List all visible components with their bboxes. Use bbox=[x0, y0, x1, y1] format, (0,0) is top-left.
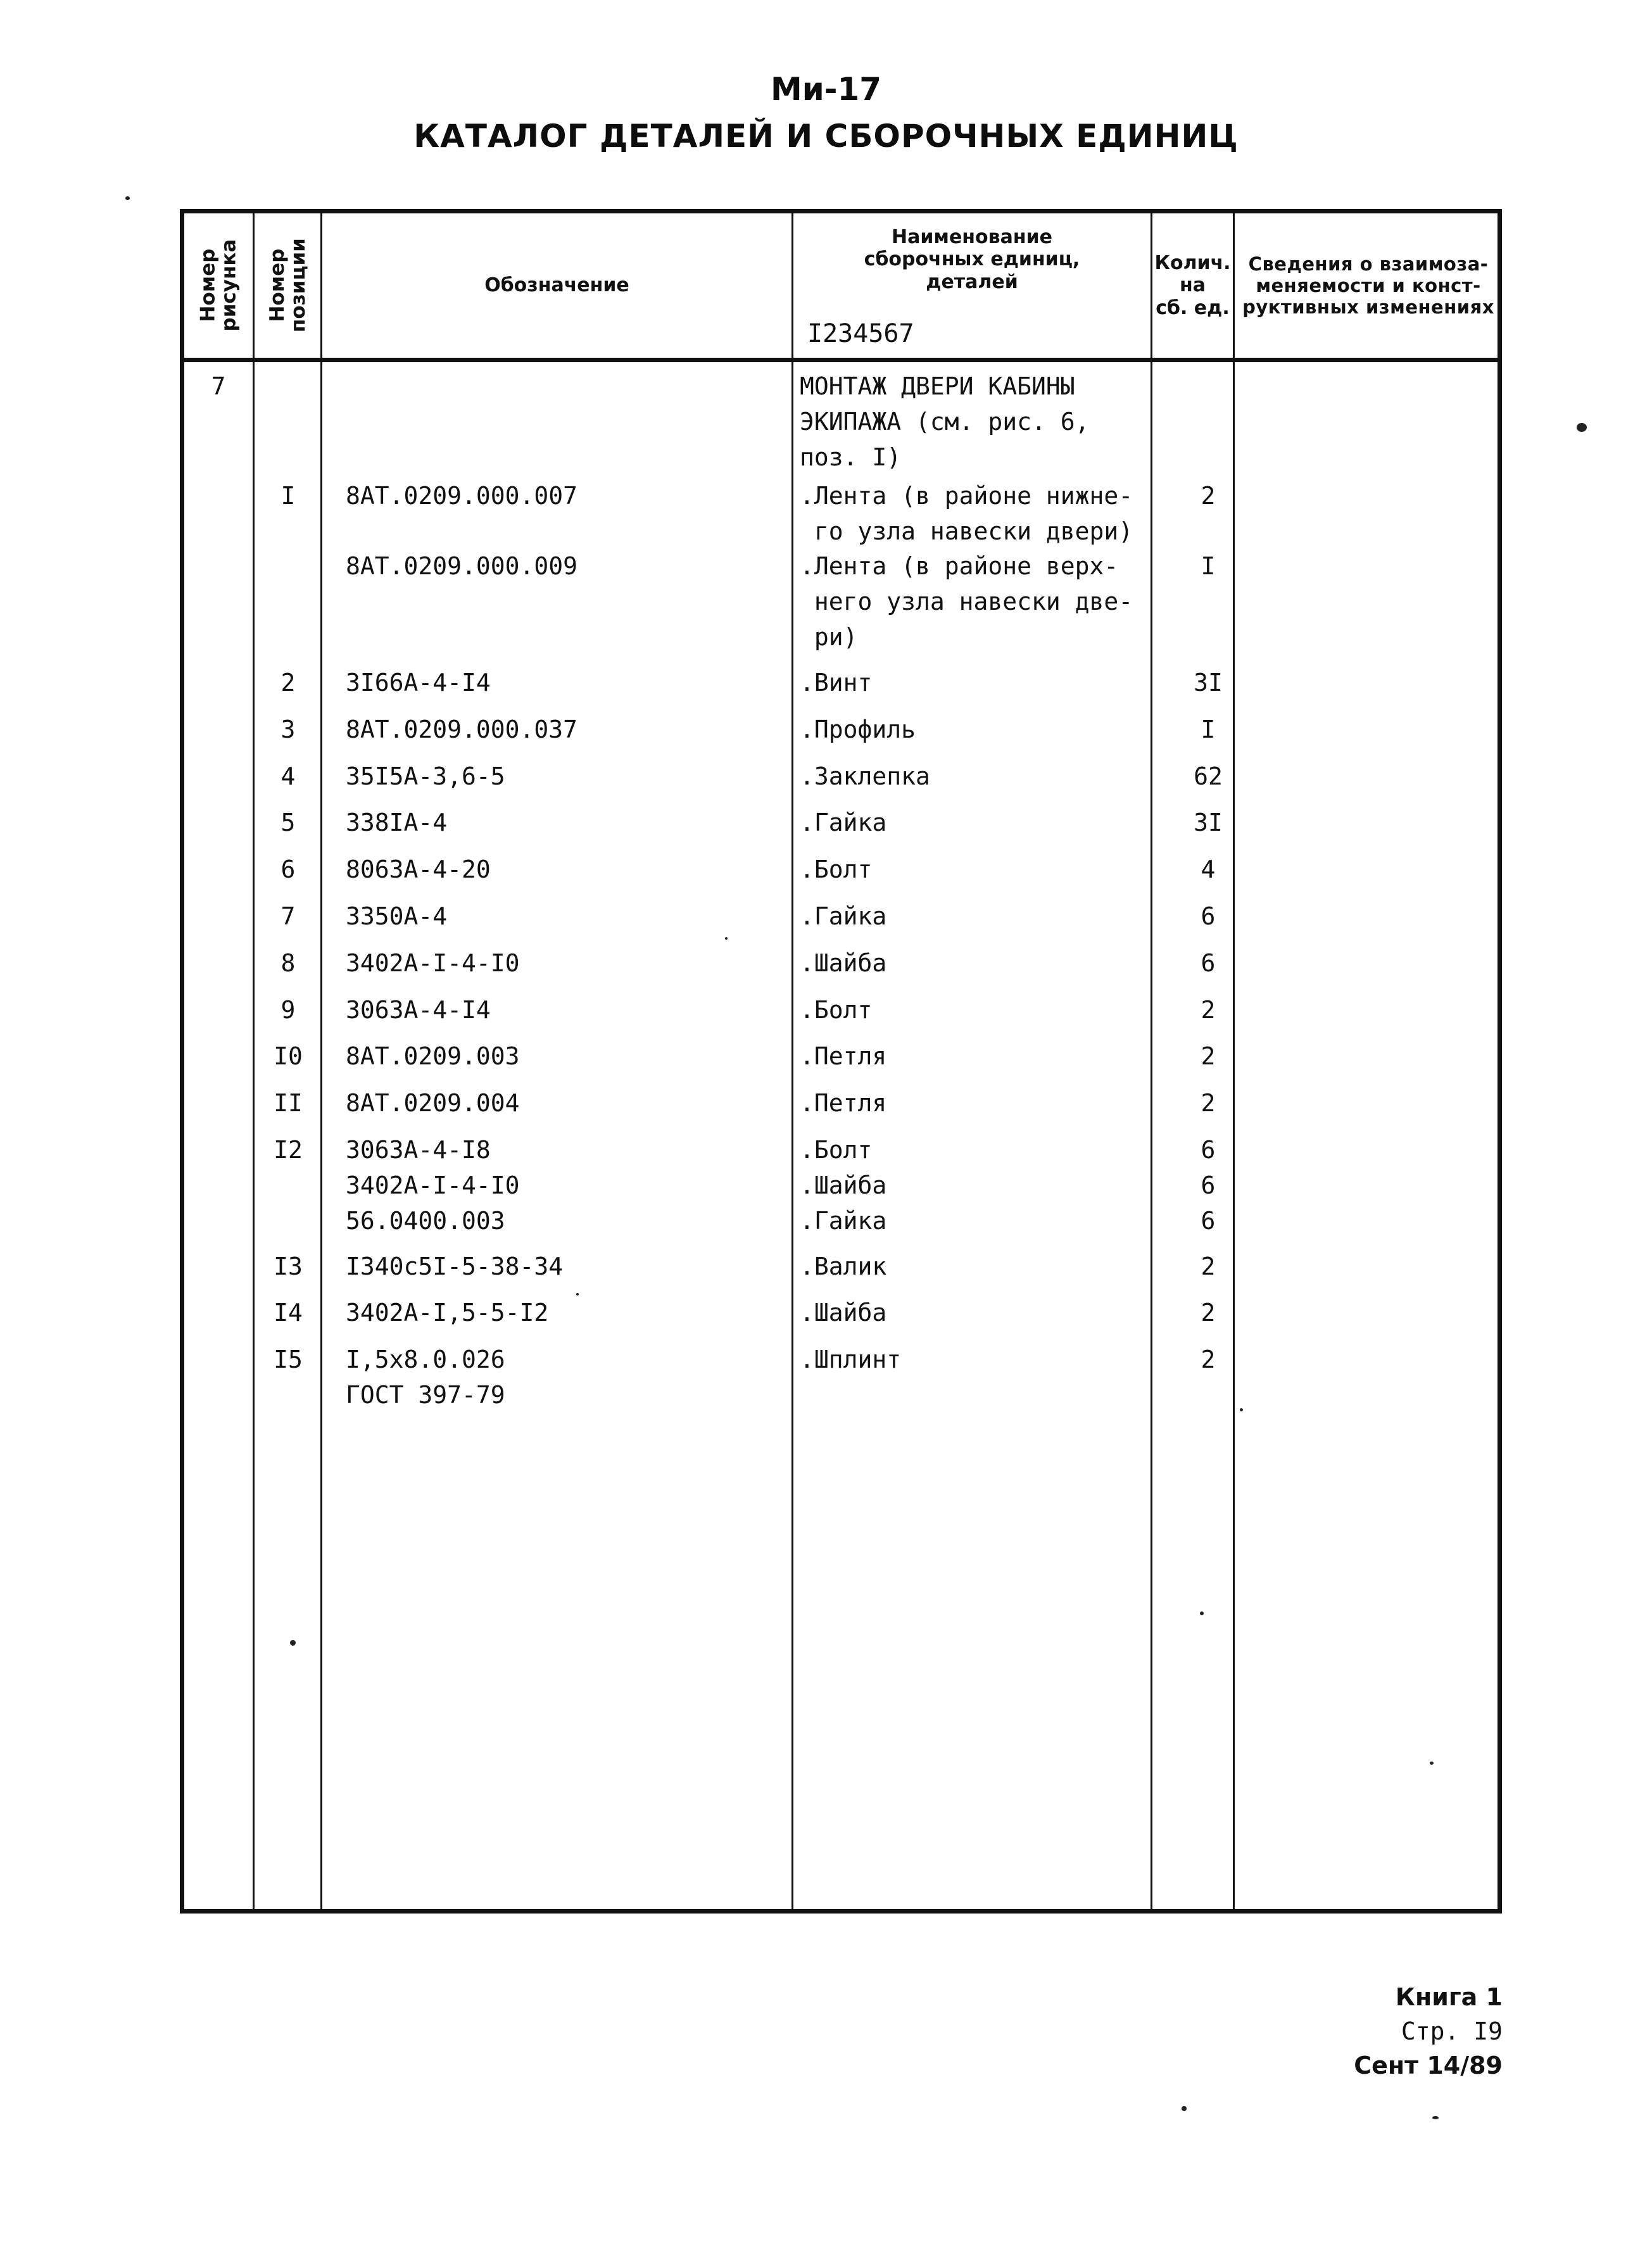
cell-designation: 3I66A-4-I4 bbox=[346, 669, 491, 697]
cell-designation: 3402A-I-4-I0 bbox=[346, 949, 520, 977]
cell-name: .Петля bbox=[800, 1089, 887, 1117]
cell-name: .Лента (в районе нижне- го узла навески двери) bbox=[800, 482, 1133, 545]
scan-speck bbox=[1200, 1611, 1204, 1615]
cell-quantity: 2 bbox=[1201, 1299, 1216, 1327]
cell-quantity: 2 bbox=[1201, 482, 1216, 510]
cell-position: 4 bbox=[281, 762, 296, 790]
footer-book: Книга 1 bbox=[1395, 1983, 1503, 2011]
cell-designation: 8АТ.0209.000.009 bbox=[346, 552, 578, 580]
cell-quantity: 6 bbox=[1201, 949, 1216, 977]
cell-designation: 8АТ.0209.003 bbox=[346, 1042, 520, 1070]
cell-quantity: 2 bbox=[1201, 1089, 1216, 1117]
cell-name: .Шплинт bbox=[800, 1346, 902, 1373]
cell-name: .Валик bbox=[800, 1252, 887, 1280]
cell-position: 3 bbox=[281, 716, 296, 743]
cell-position: 9 bbox=[281, 996, 296, 1024]
cell-figure: 7 bbox=[211, 372, 226, 400]
header-figure-number-label: Номер рисунка bbox=[196, 239, 240, 332]
cell-name: .Болт bbox=[800, 996, 873, 1024]
cell-quantity: 3I bbox=[1194, 669, 1223, 697]
header-name-label: Наименование сборочных единиц, деталей bbox=[864, 226, 1080, 293]
cell-position: I2 bbox=[274, 1136, 303, 1164]
parts-catalog-table bbox=[180, 209, 1502, 1914]
scan-speck bbox=[125, 196, 130, 200]
cell-quantity: 6 bbox=[1201, 902, 1216, 930]
cell-designation: 3063A-4-I4 bbox=[346, 996, 491, 1024]
scan-speck bbox=[1240, 1408, 1243, 1411]
cell-quantity: 2 bbox=[1201, 1042, 1216, 1070]
header-interchange-info bbox=[1235, 213, 1502, 358]
cell-name: .Винт bbox=[800, 669, 873, 697]
cell-position: 6 bbox=[281, 855, 296, 883]
header-designation bbox=[322, 213, 791, 358]
cell-position: I4 bbox=[274, 1299, 303, 1327]
cell-designation: 3402A-I,5-5-I2 bbox=[346, 1299, 549, 1327]
scan-speck bbox=[290, 1640, 296, 1646]
document-subtitle: КАТАЛОГ ДЕТАЛЕЙ И СБОРОЧНЫХ ЕДИНИЦ bbox=[413, 118, 1239, 154]
cell-position: 8 bbox=[281, 949, 296, 977]
cell-position: I5 bbox=[274, 1346, 303, 1373]
scan-speck bbox=[1182, 2106, 1187, 2111]
cell-position: 2 bbox=[281, 669, 296, 697]
cell-name: .Заклепка bbox=[800, 762, 930, 790]
cell-position: I bbox=[281, 482, 296, 510]
header-quantity-label: Колич. на сб. ед. bbox=[1154, 251, 1231, 319]
cell-name: .Лента (в районе верх- него узла навески две- ри) bbox=[800, 552, 1133, 651]
cell-designation: 8063A-4-20 bbox=[346, 855, 491, 883]
cell-designation: 35I5A-3,6-5 bbox=[346, 762, 505, 790]
header-name-code: I234567 bbox=[807, 318, 914, 348]
cell-quantity: 3I bbox=[1194, 809, 1223, 836]
cell-name: .Петля bbox=[800, 1042, 887, 1070]
cell-designation: 8АТ.0209.004 bbox=[346, 1089, 520, 1117]
cell-quantity: I bbox=[1201, 552, 1216, 580]
cell-name: .Гайка bbox=[800, 902, 887, 930]
cell-quantity: 2 bbox=[1201, 1346, 1216, 1373]
cell-quantity: 6 6 6 bbox=[1201, 1136, 1216, 1235]
cell-name: .Шайба bbox=[800, 1299, 887, 1327]
header-position-number bbox=[255, 213, 320, 358]
cell-designation: 3350A-4 bbox=[346, 902, 448, 930]
cell-name: .Профиль bbox=[800, 716, 916, 743]
cell-quantity: I bbox=[1201, 716, 1216, 743]
cell-quantity: 62 bbox=[1194, 762, 1223, 790]
cell-name: МОНТАЖ ДВЕРИ КАБИНЫ ЭКИПАЖА (см. рис. 6, поз. I) bbox=[800, 372, 1090, 471]
cell-name: .Болт .Шайба .Гайка bbox=[800, 1136, 887, 1235]
footer-revision-date: Сент 14/89 bbox=[1354, 2052, 1503, 2079]
header-interchange-info-label: Сведения о взаимоза- меняемости и конст- руктивных изменениях bbox=[1242, 253, 1494, 318]
cell-position: 5 bbox=[281, 809, 296, 836]
document-title: Ми-17 bbox=[770, 71, 882, 108]
cell-designation: 3063A-4-I8 3402A-I-4-I0 56.0400.003 bbox=[346, 1136, 520, 1235]
header-figure-number bbox=[184, 213, 253, 358]
cell-name: .Болт bbox=[800, 855, 873, 883]
cell-position: I3 bbox=[274, 1252, 303, 1280]
cell-designation: 338IA-4 bbox=[346, 809, 448, 836]
cell-position: II bbox=[274, 1089, 303, 1117]
scan-speck bbox=[1430, 1762, 1434, 1765]
cell-designation: 8АТ.0209.000.037 bbox=[346, 716, 578, 743]
scan-speck bbox=[725, 937, 728, 940]
footer-page-number: Стр. I9 bbox=[1401, 2017, 1503, 2045]
header-designation-label: Обозначение bbox=[484, 274, 629, 297]
header-name bbox=[793, 213, 1151, 358]
cell-quantity: 2 bbox=[1201, 1252, 1216, 1280]
cell-position: 7 bbox=[281, 902, 296, 930]
header-quantity bbox=[1152, 213, 1233, 358]
cell-quantity: 4 bbox=[1201, 855, 1216, 883]
cell-designation: I340c5I-5-38-34 bbox=[346, 1252, 564, 1280]
scan-speck bbox=[576, 1293, 579, 1296]
scan-speck bbox=[1432, 2116, 1439, 2119]
header-position-number-label: Номер позиции bbox=[265, 238, 309, 333]
scan-speck bbox=[1577, 423, 1587, 432]
cell-designation: I,5x8.0.026 ГОСТ 397-79 bbox=[346, 1346, 505, 1409]
cell-quantity: 2 bbox=[1201, 996, 1216, 1024]
cell-designation: 8АТ.0209.000.007 bbox=[346, 482, 578, 510]
cell-name: .Шайба bbox=[800, 949, 887, 977]
header-divider bbox=[184, 358, 1498, 362]
cell-position: I0 bbox=[274, 1042, 303, 1070]
cell-name: .Гайка bbox=[800, 809, 887, 836]
